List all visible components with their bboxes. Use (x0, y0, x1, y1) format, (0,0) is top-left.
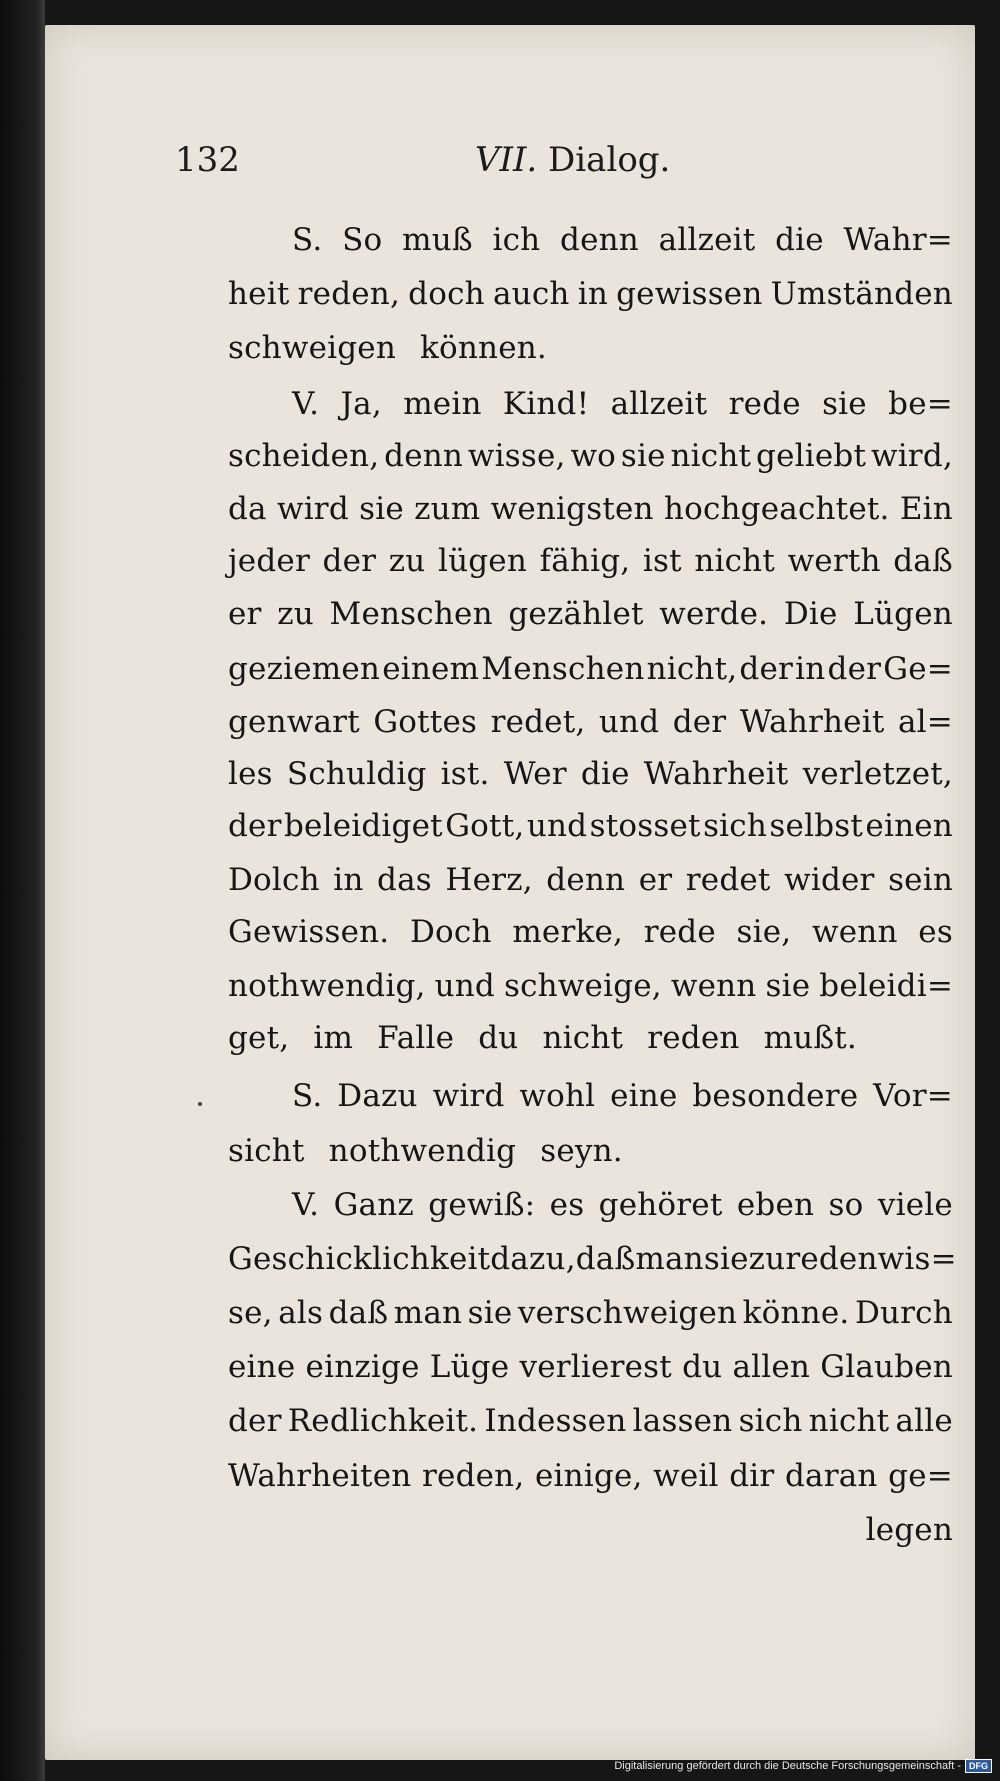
text-line (292, 1187, 953, 1223)
word: zu (388, 543, 426, 579)
word: allen (732, 1349, 811, 1385)
word: sie, (736, 914, 792, 950)
word: wenn (812, 914, 898, 950)
word: daß (328, 1295, 389, 1331)
word: Redlichkeit. (287, 1403, 479, 1439)
word: S. (292, 222, 323, 258)
dfg-logo: DFG (965, 1759, 992, 1773)
text-line (292, 386, 953, 422)
word: und (434, 968, 495, 1004)
word: nicht, (646, 651, 738, 687)
word: Lügen (853, 596, 953, 632)
text-line (228, 704, 953, 740)
word: alle (895, 1403, 953, 1439)
word: wis= (877, 1241, 957, 1277)
text-line: get, im Falle du nicht reden mußt. (228, 1020, 857, 1056)
word: auch (492, 276, 570, 312)
word: jeder (228, 543, 310, 579)
word: Wahrheit (643, 756, 789, 792)
text-line: schweigen können. (228, 330, 547, 366)
word: allzeit (610, 386, 708, 422)
word: Durch (854, 1295, 953, 1331)
word: denn (384, 438, 464, 474)
word: Wahr= (843, 222, 953, 258)
word: wird, (870, 438, 953, 474)
word: se, (228, 1295, 273, 1331)
word: der (228, 1403, 282, 1439)
word: werde. (659, 596, 769, 632)
scan-left-edge (0, 0, 45, 1781)
running-title (475, 140, 670, 180)
word: Herz, (445, 862, 533, 898)
text-line (228, 756, 953, 792)
word: beleidiget (284, 808, 443, 844)
digitization-credit (614, 1759, 992, 1773)
word: merke, (512, 914, 624, 950)
word: sie (359, 491, 404, 527)
word: doch (408, 276, 485, 312)
word: Ein (899, 491, 953, 527)
text-line (228, 914, 953, 950)
word: S. (292, 1078, 323, 1114)
word: werth (787, 543, 881, 579)
word: lassen (632, 1403, 733, 1439)
text-line (292, 1078, 953, 1114)
word: verschweigen (517, 1295, 738, 1331)
word: fähig, (539, 543, 631, 579)
paper-speck (198, 1102, 202, 1106)
word: die (775, 222, 824, 258)
word: denn (546, 862, 626, 898)
text-line (228, 1403, 953, 1439)
word: be= (888, 386, 953, 422)
text-line (228, 1458, 953, 1494)
word: Gott, (445, 808, 525, 844)
word: ich (492, 222, 541, 258)
word: genwart (228, 704, 360, 740)
word: Ganz (333, 1187, 414, 1223)
word: redet (685, 862, 771, 898)
word: redet, (490, 704, 586, 740)
word: du (682, 1349, 723, 1385)
text-line (292, 222, 953, 258)
word: Lüge (429, 1349, 510, 1385)
word: Wer (503, 756, 567, 792)
word: schweige, (503, 968, 662, 1004)
word: Dazu (337, 1078, 418, 1114)
word: wenn (670, 968, 757, 1004)
word: der (672, 704, 727, 740)
word: zu (277, 596, 314, 632)
word: Kind! (502, 386, 590, 422)
word: heit (228, 276, 290, 312)
word: sie (620, 438, 666, 474)
text-line (228, 651, 953, 687)
word: reden, (297, 276, 401, 312)
word: der (739, 651, 794, 687)
word: wo (570, 438, 617, 474)
word: rede (728, 386, 801, 422)
word: man (635, 1241, 704, 1277)
word: sie (467, 1295, 513, 1331)
word: wisse, (467, 438, 566, 474)
word: so (828, 1187, 864, 1223)
word: muß (402, 222, 473, 258)
word: als (278, 1295, 324, 1331)
word: einen (865, 808, 953, 844)
word: Glauben (820, 1349, 953, 1385)
chapter-roman-numeral: VII. (475, 140, 538, 180)
word: sich (738, 1403, 803, 1439)
word: es (918, 914, 953, 950)
chapter-title: Dialog. (548, 140, 671, 180)
word: er (228, 596, 262, 632)
word: Menschen (329, 596, 493, 632)
word: besondere (692, 1078, 859, 1114)
word: V. (292, 386, 320, 422)
text-line (228, 543, 953, 579)
word: der (322, 543, 377, 579)
word: dazu, (490, 1241, 576, 1277)
word: das (377, 862, 432, 898)
word: daß (893, 543, 953, 579)
word: scheiden, (228, 438, 380, 474)
word: eben (736, 1187, 815, 1223)
word: sein (888, 862, 953, 898)
word: daran (785, 1458, 878, 1494)
word: sie (765, 968, 811, 1004)
word: die (580, 756, 630, 792)
word: beleidi= (819, 968, 953, 1004)
word: weil (653, 1458, 719, 1494)
word: reden, (422, 1458, 525, 1494)
word: Ja, (340, 386, 382, 422)
credit-text: Digitalisierung gefördert durch die Deutsche Forschungsgemeinschaft - (614, 1760, 961, 1772)
word: wird (276, 491, 349, 527)
word: einige, (534, 1458, 643, 1494)
word: Schuldig (286, 756, 427, 792)
word: sie (703, 1241, 749, 1277)
word: und (526, 808, 588, 844)
word: Wahrheiten (228, 1458, 412, 1494)
word: der (228, 808, 282, 844)
text-line: sicht nothwendig seyn. (228, 1133, 623, 1169)
word: Gottes (373, 704, 478, 740)
word: gewissen (616, 276, 763, 312)
word: al= (897, 704, 953, 740)
page-number: 132 (175, 140, 240, 180)
word: dir (729, 1458, 775, 1494)
word: les (228, 756, 273, 792)
word: einem (382, 651, 480, 687)
word: Umständen (770, 276, 953, 312)
text-line (228, 491, 953, 527)
word: lügen (437, 543, 528, 579)
word: sich (703, 808, 768, 844)
word: viele (877, 1187, 953, 1223)
word: und (598, 704, 660, 740)
word: ge= (888, 1458, 953, 1494)
word: Dolch (228, 862, 320, 898)
word: So (342, 222, 383, 258)
word: geliebt (756, 438, 867, 474)
word: einzige (305, 1349, 420, 1385)
text-line (228, 596, 953, 632)
word: selbst (769, 808, 864, 844)
word: sie (822, 386, 867, 422)
word: der (827, 651, 882, 687)
word: mein (403, 386, 482, 422)
word: gehöret (598, 1187, 723, 1223)
word: nicht (808, 1403, 890, 1439)
word: verlierest (519, 1349, 672, 1385)
word: nicht (670, 438, 752, 474)
word: zu (748, 1241, 786, 1277)
word: Gewissen. (228, 914, 390, 950)
word: nothwendig, (228, 968, 426, 1004)
text-line (228, 968, 953, 1004)
word: Ge= (883, 651, 953, 687)
word: in (333, 862, 364, 898)
word: ist (642, 543, 682, 579)
word: verletzet, (802, 756, 953, 792)
word: in (795, 651, 826, 687)
word: ist. (440, 756, 490, 792)
word: nicht (694, 543, 775, 579)
word: denn (560, 222, 639, 258)
word: stosset (589, 808, 701, 844)
word: gezählet (508, 596, 644, 632)
word: Wahrheit (739, 704, 885, 740)
word: Indessen (484, 1403, 627, 1439)
text-line: legen (865, 1512, 953, 1548)
word: rede (643, 914, 716, 950)
word: hochgeachtet. (663, 491, 890, 527)
word: da (228, 491, 267, 527)
word: geziemen (228, 651, 381, 687)
word: Die (783, 596, 838, 632)
text-line (228, 438, 953, 474)
word: zum (414, 491, 481, 527)
word: Menschen (481, 651, 645, 687)
word: könne. (742, 1295, 850, 1331)
word: er (638, 862, 673, 898)
word: eine (228, 1349, 296, 1385)
page-header (175, 140, 965, 190)
word: Doch (410, 914, 492, 950)
word: man (393, 1295, 463, 1331)
word: es (549, 1187, 585, 1223)
word: eine (610, 1078, 678, 1114)
word: reden (785, 1241, 878, 1277)
word: wohl (519, 1078, 596, 1114)
text-line (228, 1241, 957, 1277)
word: allzeit (658, 222, 756, 258)
word: Vor= (873, 1078, 953, 1114)
word: wenigsten (490, 491, 654, 527)
text-line (228, 276, 953, 312)
word: Geschicklichkeit (228, 1241, 491, 1277)
word: gewiß: (428, 1187, 536, 1223)
word: in (577, 276, 608, 312)
text-line (228, 808, 953, 844)
word: wider (784, 862, 875, 898)
word: daß (575, 1241, 636, 1277)
text-line (228, 862, 953, 898)
text-line (228, 1349, 953, 1385)
word: wird (432, 1078, 505, 1114)
word: V. (292, 1187, 320, 1223)
text-line (228, 1295, 953, 1331)
